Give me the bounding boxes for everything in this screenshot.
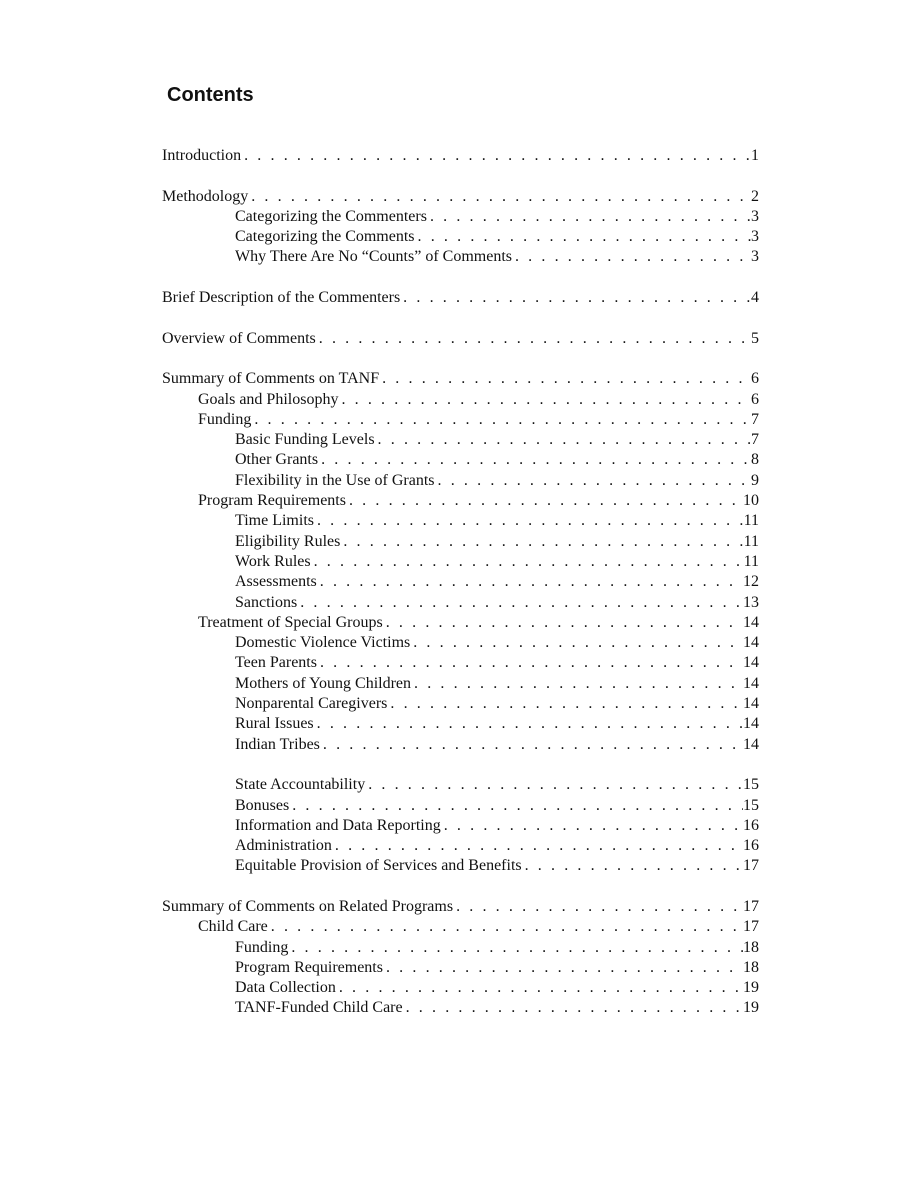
dot-leader	[387, 694, 743, 714]
dot-leader	[241, 146, 751, 166]
dot-leader	[365, 775, 743, 795]
toc-entry-child-care-funding[interactable]	[162, 938, 759, 958]
toc-page-number: 11	[743, 532, 759, 550]
dot-leader	[297, 593, 743, 613]
dot-leader	[383, 613, 743, 633]
toc-page-number: 15	[743, 796, 759, 814]
toc-entry-label: Domestic Violence Victims	[235, 634, 411, 652]
dot-leader	[512, 247, 751, 267]
toc-page-number: 16	[743, 837, 759, 855]
toc-entry-indian-tribes[interactable]	[162, 735, 759, 755]
toc-entry-equitable-provision[interactable]	[162, 856, 759, 876]
dot-leader	[403, 998, 743, 1018]
toc-entry-label: Brief Description of the Commenters	[162, 289, 401, 307]
dot-leader	[320, 735, 743, 755]
toc-entry-label: Rural Issues	[235, 715, 314, 733]
toc-entry-nonparental-caregivers[interactable]	[162, 694, 759, 714]
toc-entry-child-care[interactable]	[162, 917, 759, 937]
toc-entry-label: Teen Parents	[235, 654, 317, 672]
toc-page-number: 15	[743, 776, 759, 794]
toc-entry-label: Categorizing the Comments	[235, 228, 415, 246]
dot-leader	[332, 836, 743, 856]
toc-entry-label: Funding	[198, 410, 252, 428]
toc-entry-label: Summary of Comments on Related Programs	[162, 897, 454, 915]
toc-entry-bonuses[interactable]	[162, 796, 759, 816]
toc-entry-label: Program Requirements	[235, 958, 383, 976]
toc-page-number: 12	[743, 573, 759, 591]
toc-entry-label: Program Requirements	[198, 492, 346, 510]
toc-page-number: 14	[743, 613, 759, 631]
toc-entry-teen-parents[interactable]	[162, 653, 759, 673]
toc-entry-program-requirements[interactable]	[162, 491, 759, 511]
dot-leader	[375, 430, 751, 450]
dot-leader	[316, 329, 751, 349]
toc-entry-flexibility[interactable]	[162, 471, 759, 491]
toc-entry-label: Sanctions	[235, 593, 298, 611]
toc-page-number: 5	[751, 329, 759, 347]
toc-entry-label: Categorizing the Commenters	[235, 207, 427, 225]
toc-entry-administration[interactable]	[162, 836, 759, 856]
dot-leader	[268, 917, 743, 937]
toc-entry-label: Information and Data Reporting	[235, 816, 441, 834]
toc-entry-label: Bonuses	[235, 796, 290, 814]
toc-page-number: 3	[751, 228, 759, 246]
toc-entry-label: Basic Funding Levels	[235, 431, 375, 449]
dot-leader	[314, 714, 743, 734]
dot-leader	[441, 816, 743, 836]
toc-entry-label: Other Grants	[235, 451, 319, 469]
toc-entry-label: Funding	[235, 938, 289, 956]
toc-entry-domestic-violence[interactable]	[162, 633, 759, 653]
dot-leader	[336, 978, 743, 998]
dot-leader	[411, 674, 743, 694]
toc-entry-categorizing-commenters[interactable]	[162, 207, 759, 227]
toc-entry-state-accountability[interactable]	[162, 775, 759, 795]
toc-entry-label: Data Collection	[235, 979, 336, 997]
dot-leader	[289, 796, 743, 816]
toc-entry-label: Goals and Philosophy	[198, 390, 339, 408]
toc-entry-rural-issues[interactable]	[162, 714, 759, 734]
toc-entry-label: Eligibility Rules	[235, 532, 341, 550]
dot-leader	[400, 288, 751, 308]
dot-leader	[410, 633, 743, 653]
dot-leader	[427, 207, 751, 227]
toc-page-number: 13	[743, 593, 759, 611]
dot-leader	[248, 187, 751, 207]
toc-entry-special-groups[interactable]	[162, 613, 759, 633]
toc-entry-sanctions[interactable]	[162, 593, 759, 613]
toc-entry-label: Summary of Comments on TANF	[162, 370, 380, 388]
toc-entry-summary-tanf[interactable]	[162, 369, 759, 389]
dot-leader	[522, 856, 743, 876]
toc-page-number: 1	[751, 147, 759, 164]
toc-entry-data-collection[interactable]	[162, 978, 759, 998]
toc-page-number: 11	[743, 552, 759, 570]
toc-page-number: 14	[743, 735, 759, 753]
toc-entry-label: Child Care	[198, 918, 268, 936]
toc-page-number: 14	[743, 695, 759, 713]
toc-entry-introduction[interactable]	[162, 146, 759, 166]
toc-entry-mothers-young-children[interactable]	[162, 674, 759, 694]
toc-entry-work-rules[interactable]	[162, 552, 759, 572]
toc-page-number: 17	[743, 918, 759, 936]
page-title: Contents	[167, 84, 254, 106]
toc-page-number: 3	[751, 207, 759, 225]
toc-page-number: 6	[751, 390, 759, 408]
toc-entry-eligibility[interactable]	[162, 532, 759, 552]
toc-entry-other-grants[interactable]	[162, 450, 759, 470]
dot-leader	[251, 410, 751, 430]
toc-entry-label: Flexibility in the Use of Grants	[235, 471, 435, 489]
toc-entry-label: Introduction	[162, 147, 242, 164]
dot-leader	[317, 572, 743, 592]
dot-leader	[383, 958, 743, 978]
toc-page-number: 19	[743, 979, 759, 997]
toc-entry-summary-related[interactable]	[162, 897, 759, 917]
toc-page-number: 10	[743, 492, 759, 510]
toc-entry-overview[interactable]	[162, 329, 759, 349]
toc-entry-label: Methodology	[162, 187, 249, 205]
toc-entry-child-care-requirements[interactable]	[162, 958, 759, 978]
toc-entry-label: Administration	[235, 837, 332, 855]
toc-entry-categorizing-comments[interactable]	[162, 227, 759, 247]
toc-entry-commenters-description[interactable]	[162, 288, 759, 308]
dot-leader	[317, 653, 743, 673]
toc-entry-funding[interactable]	[162, 410, 759, 430]
dot-leader	[311, 552, 744, 572]
toc-page-number: 14	[743, 674, 759, 692]
toc-page-number: 14	[743, 715, 759, 733]
toc-entry-time-limits[interactable]	[162, 511, 759, 531]
dot-leader	[346, 491, 743, 511]
toc-page-number: 11	[743, 512, 759, 530]
dot-leader	[314, 511, 744, 531]
toc-page-number: 18	[743, 938, 759, 956]
toc-entry-label: TANF-Funded Child Care	[235, 999, 403, 1017]
toc-entry-methodology[interactable]	[162, 187, 759, 207]
toc-entry-label: Work Rules	[235, 552, 311, 570]
toc-entry-label: State Accountability	[235, 776, 366, 794]
dot-leader	[318, 450, 751, 470]
toc-entry-goals[interactable]	[162, 390, 759, 410]
toc-entry-data-reporting[interactable]	[162, 816, 759, 836]
toc-page-number: 9	[751, 471, 759, 489]
toc-entry-no-counts[interactable]	[162, 247, 759, 267]
dot-leader	[435, 471, 751, 491]
toc-page-number: 14	[743, 654, 759, 672]
toc-page-number: 18	[743, 958, 759, 976]
table-of-contents	[162, 146, 759, 1019]
dot-leader	[288, 938, 743, 958]
toc-page-number: 16	[743, 816, 759, 834]
dot-leader	[415, 227, 751, 247]
toc-page-number: 17	[743, 857, 759, 875]
toc-page-number: 4	[751, 289, 759, 307]
toc-entry-label: Mothers of Young Children	[235, 674, 412, 692]
dot-leader	[340, 532, 743, 552]
dot-leader	[338, 390, 751, 410]
toc-entry-label: Nonparental Caregivers	[235, 695, 388, 713]
toc-page-number: 7	[751, 431, 759, 449]
toc-entry-label: Assessments	[235, 573, 317, 591]
toc-entry-basic-funding[interactable]	[162, 430, 759, 450]
toc-entry-label: Time Limits	[235, 512, 314, 530]
dot-leader	[453, 897, 743, 917]
dot-leader	[379, 369, 751, 389]
toc-page-number: 3	[751, 248, 759, 266]
toc-page-number: 7	[751, 410, 759, 428]
toc-entry-label: Overview of Comments	[162, 329, 316, 347]
toc-page-number: 6	[751, 370, 759, 388]
toc-entry-label: Why There Are No “Counts” of Comments	[235, 248, 512, 266]
toc-page-number: 19	[743, 999, 759, 1017]
toc-entry-label: Indian Tribes	[235, 735, 320, 753]
toc-page-number: 8	[751, 451, 759, 469]
toc-entry-label: Treatment of Special Groups	[198, 613, 383, 631]
toc-entry-label: Equitable Provision of Services and Benefits	[235, 857, 522, 875]
toc-page-number: 2	[751, 187, 759, 205]
toc-page-number: 17	[743, 897, 759, 915]
toc-entry-assessments[interactable]	[162, 572, 759, 592]
toc-page-number: 14	[743, 634, 759, 652]
toc-entry-tanf-funded-child-care[interactable]	[162, 998, 759, 1018]
